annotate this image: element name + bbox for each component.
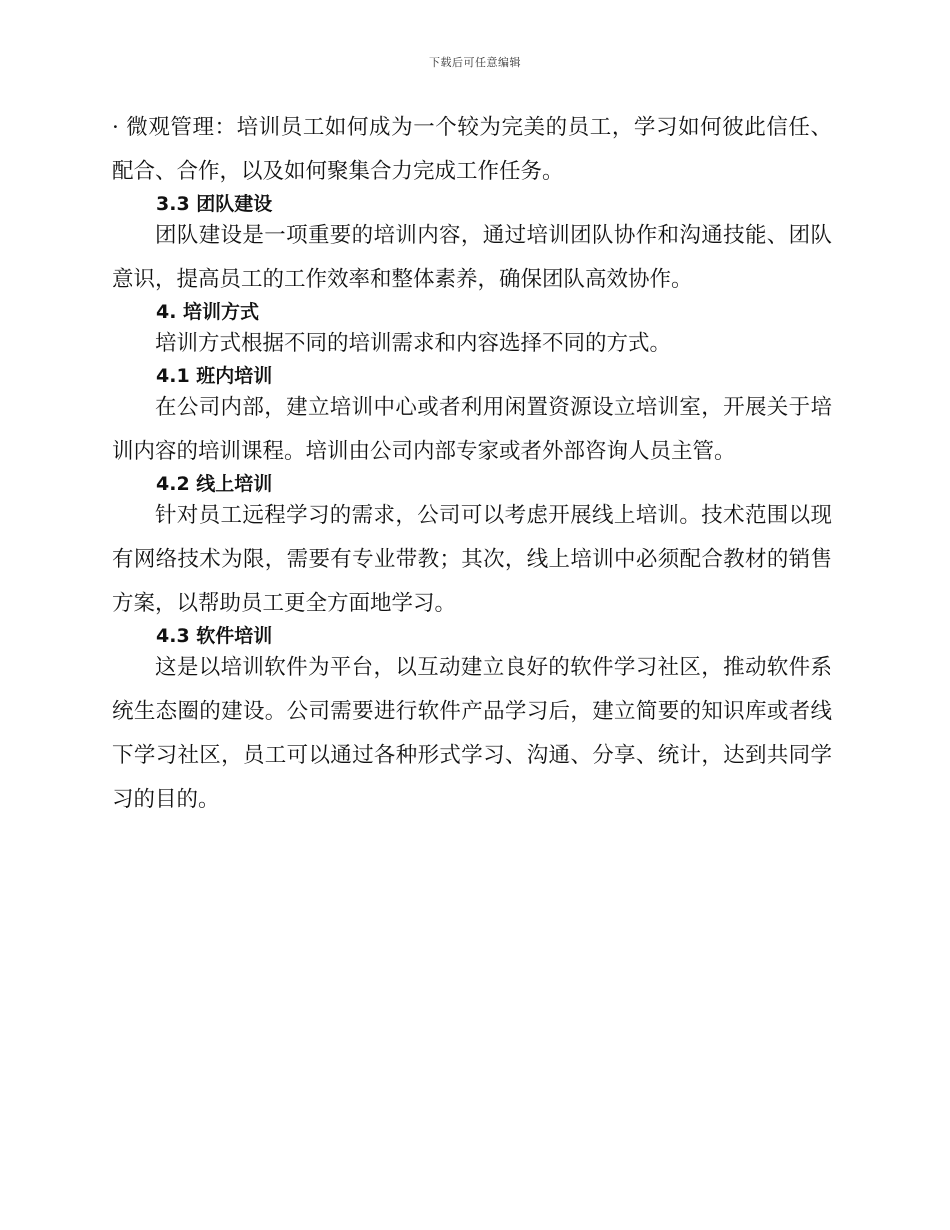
document-body (112, 106, 832, 822)
page-header: 下载后可任意编辑 (429, 56, 521, 69)
paragraph-team-building: 团队建设是一项重要的培训内容，通过培训团队协作和沟通技能、团队意识，提高员工的工作效率和整体素养，确保团队高效协作。 (112, 223, 832, 292)
paragraph-micro-management: · 微观管理：培训员工如何成为一个较为完美的员工，学习如何彼此信任、配合、合作，以及如何聚集合力完成工作任务。 (112, 115, 832, 184)
section-heading-4: 4. 培训方式 (156, 301, 260, 323)
section-heading-3-3: 3.3 团队建设 (156, 193, 273, 215)
section-heading-4-1: 4.1 班内培训 (156, 365, 273, 387)
section-heading-4-2: 4.2 线上培训 (156, 473, 273, 495)
paragraph-online-training: 针对员工远程学习的需求，公司可以考虑开展线上培训。技术范围以现有网络技术为限，需要有专业带教；其次，线上培训中必须配合教材的销售方案，以帮助员工更全方面地学习。 (112, 503, 832, 616)
paragraph-training-methods: 培训方式根据不同的培训需求和内容选择不同的方式。 (155, 331, 672, 356)
paragraph-in-class-training: 在公司内部，建立培训中心或者利用闲置资源设立培训室，开展关于培训内容的培训课程。培训由公司内部专家或者外部咨询人员主管。 (112, 395, 832, 464)
section-heading-4-3: 4.3 软件培训 (156, 625, 273, 647)
paragraph-software-training: 这是以培训软件为平台，以互动建立良好的软件学习社区，推动软件系统生态圈的建设。公司需要进行软件产品学习后，建立简要的知识库或者线下学习社区，员工可以通过各种形式学习、沟通、分享、统计，达到共同学习的目的。 (112, 655, 832, 812)
